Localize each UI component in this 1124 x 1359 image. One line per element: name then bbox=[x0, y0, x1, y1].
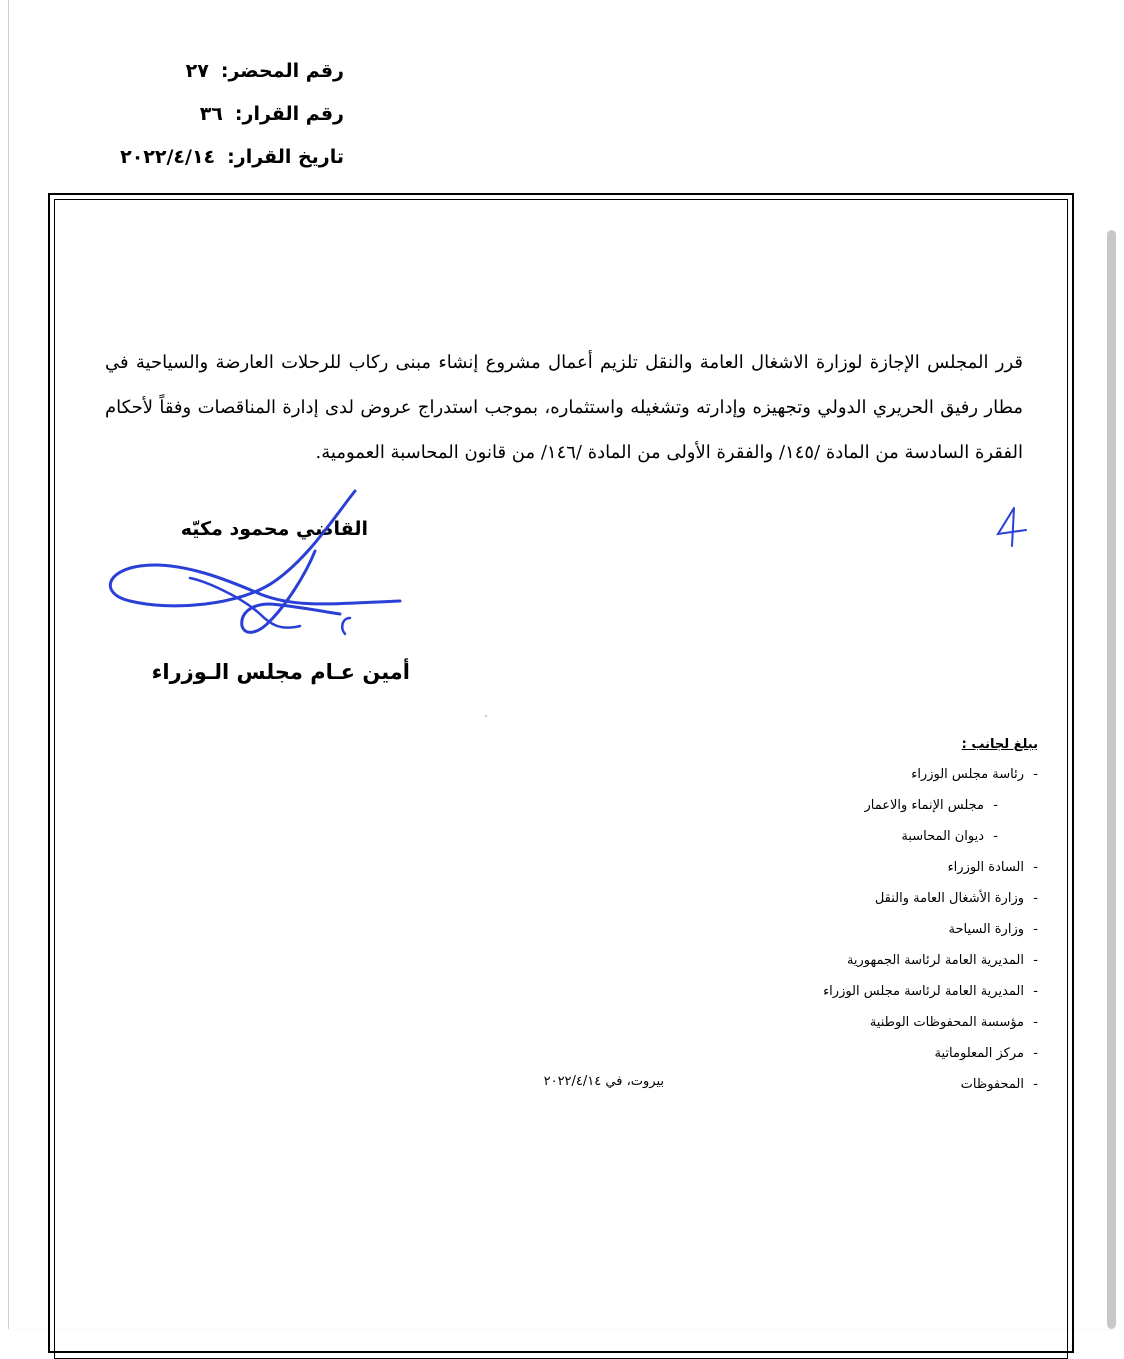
signatory-title: أمين عـام مجلس الـوزراء bbox=[151, 660, 410, 684]
distribution-item: -رئاسة مجلس الوزراء bbox=[911, 767, 1038, 782]
distribution-item: -المديرية العامة لرئاسة الجمهورية bbox=[846, 953, 1038, 968]
decision-date-value: ٢٠٢٢/٤/١٤ bbox=[120, 146, 216, 168]
distribution-item: -وزارة الأشغال العامة والنقل bbox=[874, 891, 1038, 906]
scrollbar-thumb[interactable] bbox=[1107, 230, 1116, 1329]
distribution-item: -مركز المعلوماتية bbox=[934, 1046, 1038, 1061]
distribution-item: -وزارة السياحة bbox=[948, 922, 1038, 937]
distribution-heading: يبلغ لجانب : bbox=[961, 737, 1038, 752]
decision-number-value: ٣٦ bbox=[199, 103, 223, 125]
decision-date-line bbox=[120, 146, 344, 168]
handwritten-signature bbox=[100, 486, 410, 646]
distribution-item: -السادة الوزراء bbox=[947, 860, 1038, 875]
decision-date-label: تاريخ القرار: bbox=[227, 146, 344, 168]
distribution-item: -ديوان المحاسبة bbox=[901, 829, 998, 844]
distribution-item: -مؤسسة المحفوظات الوطنية bbox=[869, 1015, 1038, 1030]
scan-speck bbox=[485, 715, 487, 717]
decision-number-label: رقم القرار: bbox=[234, 103, 344, 125]
decision-number-line bbox=[200, 103, 344, 125]
session-number-value: ٢٧ bbox=[185, 60, 209, 82]
initial-mark-icon bbox=[992, 500, 1032, 550]
distribution-list bbox=[823, 763, 1038, 1104]
signatory-name: القاضي محمود مكيّه bbox=[180, 518, 368, 540]
session-number-label: رقم المحضر: bbox=[220, 60, 344, 82]
distribution-item: -المديرية العامة لرئاسة مجلس الوزراء bbox=[823, 984, 1038, 999]
decision-text: قرر المجلس الإجازة لوزارة الاشغال العامة والنقل تلزيم أعمال مشروع إنشاء مبنى ركاب للرحلات العارضة والسياحية في مطار رفيق الحريري الدولي وتجهيزه وإدارته وتشغيله واستثماره، بموجب استدراج عروض لدى إدارة المناقصات وفقاً لأحكام الفقرة السادسة من المادة /١٤٥/ والفقرة الأولى من المادة /١٤٦/ من قانون المحاسبة العمومية. bbox=[105, 352, 1023, 463]
session-number-line bbox=[186, 60, 344, 82]
distribution-item: -مجلس الإنماء والاعمار bbox=[864, 798, 998, 813]
distribution-item: -المحفوظات bbox=[960, 1077, 1038, 1092]
place-date: بيروت، في ٢٠٢٢/٤/١٤ bbox=[543, 1074, 664, 1089]
